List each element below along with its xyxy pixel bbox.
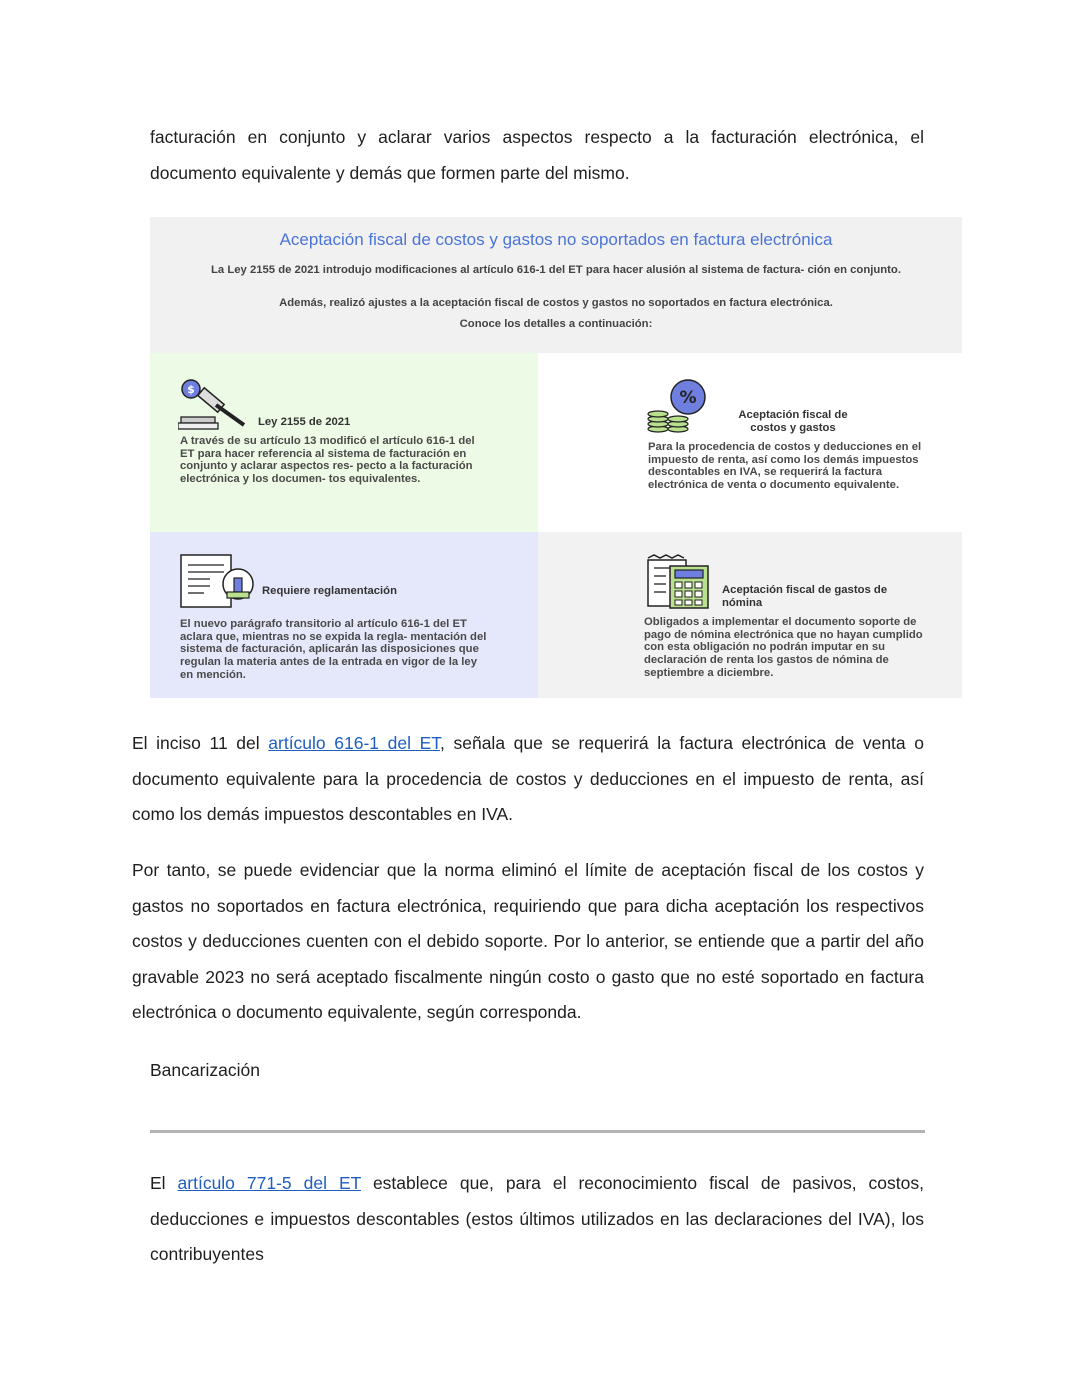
infographic (150, 217, 962, 698)
quadrant-4-title: Aceptación fiscal de gastos de nómina (722, 584, 888, 609)
infographic-header (150, 217, 962, 353)
svg-text:%: % (679, 388, 697, 408)
link-articulo-616-1[interactable]: artículo 616-1 del ET (268, 733, 441, 753)
quadrant-3-body: El nuevo parágrafo transitorio al artículo 616-1 del ET aclara que, mientras no se expida la regla- mentación del sistema de facturación, aplicarán las disposiciones que regulan la materia antes de la entrada en vigor de la ley en mención. (180, 618, 487, 681)
paragraph-articulo-771-5 (150, 1166, 924, 1273)
paragraph-por-tanto: Por tanto, se puede evidenciar que la norma eliminó el límite de aceptación fiscal de los costos y gastos no soportados en factura electrónica, requiriendo que para dicha aceptación los respectivos costos y deducciones cuenten con el debido soporte. Por lo anterior, se entiende que a partir del año gravable 2023 no será aceptado fiscalmente ningún costo o gasto que no esté soportado en factura electrónica o documento equivalente, según corresponda. (132, 860, 924, 1022)
heading-bancarizacion: Bancarización (150, 1060, 260, 1080)
quadrant-1-body: A través de su artículo 13 modificó el artículo 616-1 del ET para hacer referencia al sistema de facturación en conjunto y aclarar aspectos res- pecto a la facturación electrónica y los documen- tos equivalentes. (180, 435, 475, 486)
para-771-post: establece que, para el reconocimiento fiscal de pasivos, costos, deducciones e impuestos descontables (estos últimos utilizados en las declaraciones del IVA), los contribuyentes (150, 1173, 924, 1264)
quadrant-reglamentacion (150, 532, 538, 698)
infographic-subtitle-3: Conoce los detalles a continuación: (459, 318, 653, 330)
gavel-icon (178, 379, 250, 431)
quadrant-3-title: Requiere reglamentación (262, 585, 397, 597)
paragraph-articulo-616-1 (132, 726, 924, 833)
receipt-calculator-icon (646, 554, 710, 610)
document-stamp-icon (180, 552, 256, 610)
horizontal-divider (150, 1130, 925, 1133)
para-771-pre: El (150, 1173, 178, 1193)
svg-text:$: $ (187, 383, 195, 396)
infographic-title: Aceptación fiscal de costos y gastos no soportados en factura electrónica (279, 230, 833, 249)
para-art-pre: El inciso 11 del (132, 733, 269, 753)
percent-coins-icon (646, 379, 714, 435)
link-articulo-771-5[interactable]: artículo 771-5 del ET (177, 1173, 361, 1193)
quadrant-gastos-nomina (538, 532, 962, 698)
intro-line-2: documento equivalente y demás que formen parte del mismo. (150, 162, 630, 183)
quadrant-1-title: Ley 2155 de 2021 (258, 416, 351, 428)
intro-line-1: facturación en conjunto y aclarar varios aspectos respecto a la facturación electrónica, el (150, 127, 924, 147)
quadrant-4-body: Obligados a implementar el documento soporte de pago de nómina electrónica que no hayan cumplido con esta obligación no podrán imputar en su declaración de renta los gastos de nómina de septiembre a diciembre. (644, 616, 923, 679)
infographic-subtitle-2: Además, realizó ajustes a la aceptación fiscal de costos y gastos no soportados en factura electrónica. (279, 297, 833, 309)
quadrant-ley-2155 (150, 353, 538, 532)
para-art-post: , señala que se requerirá la factura electrónica de venta o documento equivalente para la procedencia de costos y deducciones en el impuesto de renta, así como los demás impuestos descontables en IVA. (132, 733, 924, 824)
infographic-subtitle-1: La Ley 2155 de 2021 introdujo modificaciones al artículo 616-1 del ET para hacer alusión al sistema de factura- ción en conjunto. (211, 264, 901, 276)
quadrant-2-title: Aceptación fiscal de costos y gastos (738, 409, 848, 434)
quadrant-2-body: Para la procedencia de costos y deducciones en el impuesto de renta, así como los demás impuestos descontables en IVA, se requerirá la factura electrónica de venta o documento equivalente. (648, 441, 922, 492)
quadrant-aceptacion-costos (538, 353, 962, 532)
intro-paragraph (150, 120, 924, 191)
